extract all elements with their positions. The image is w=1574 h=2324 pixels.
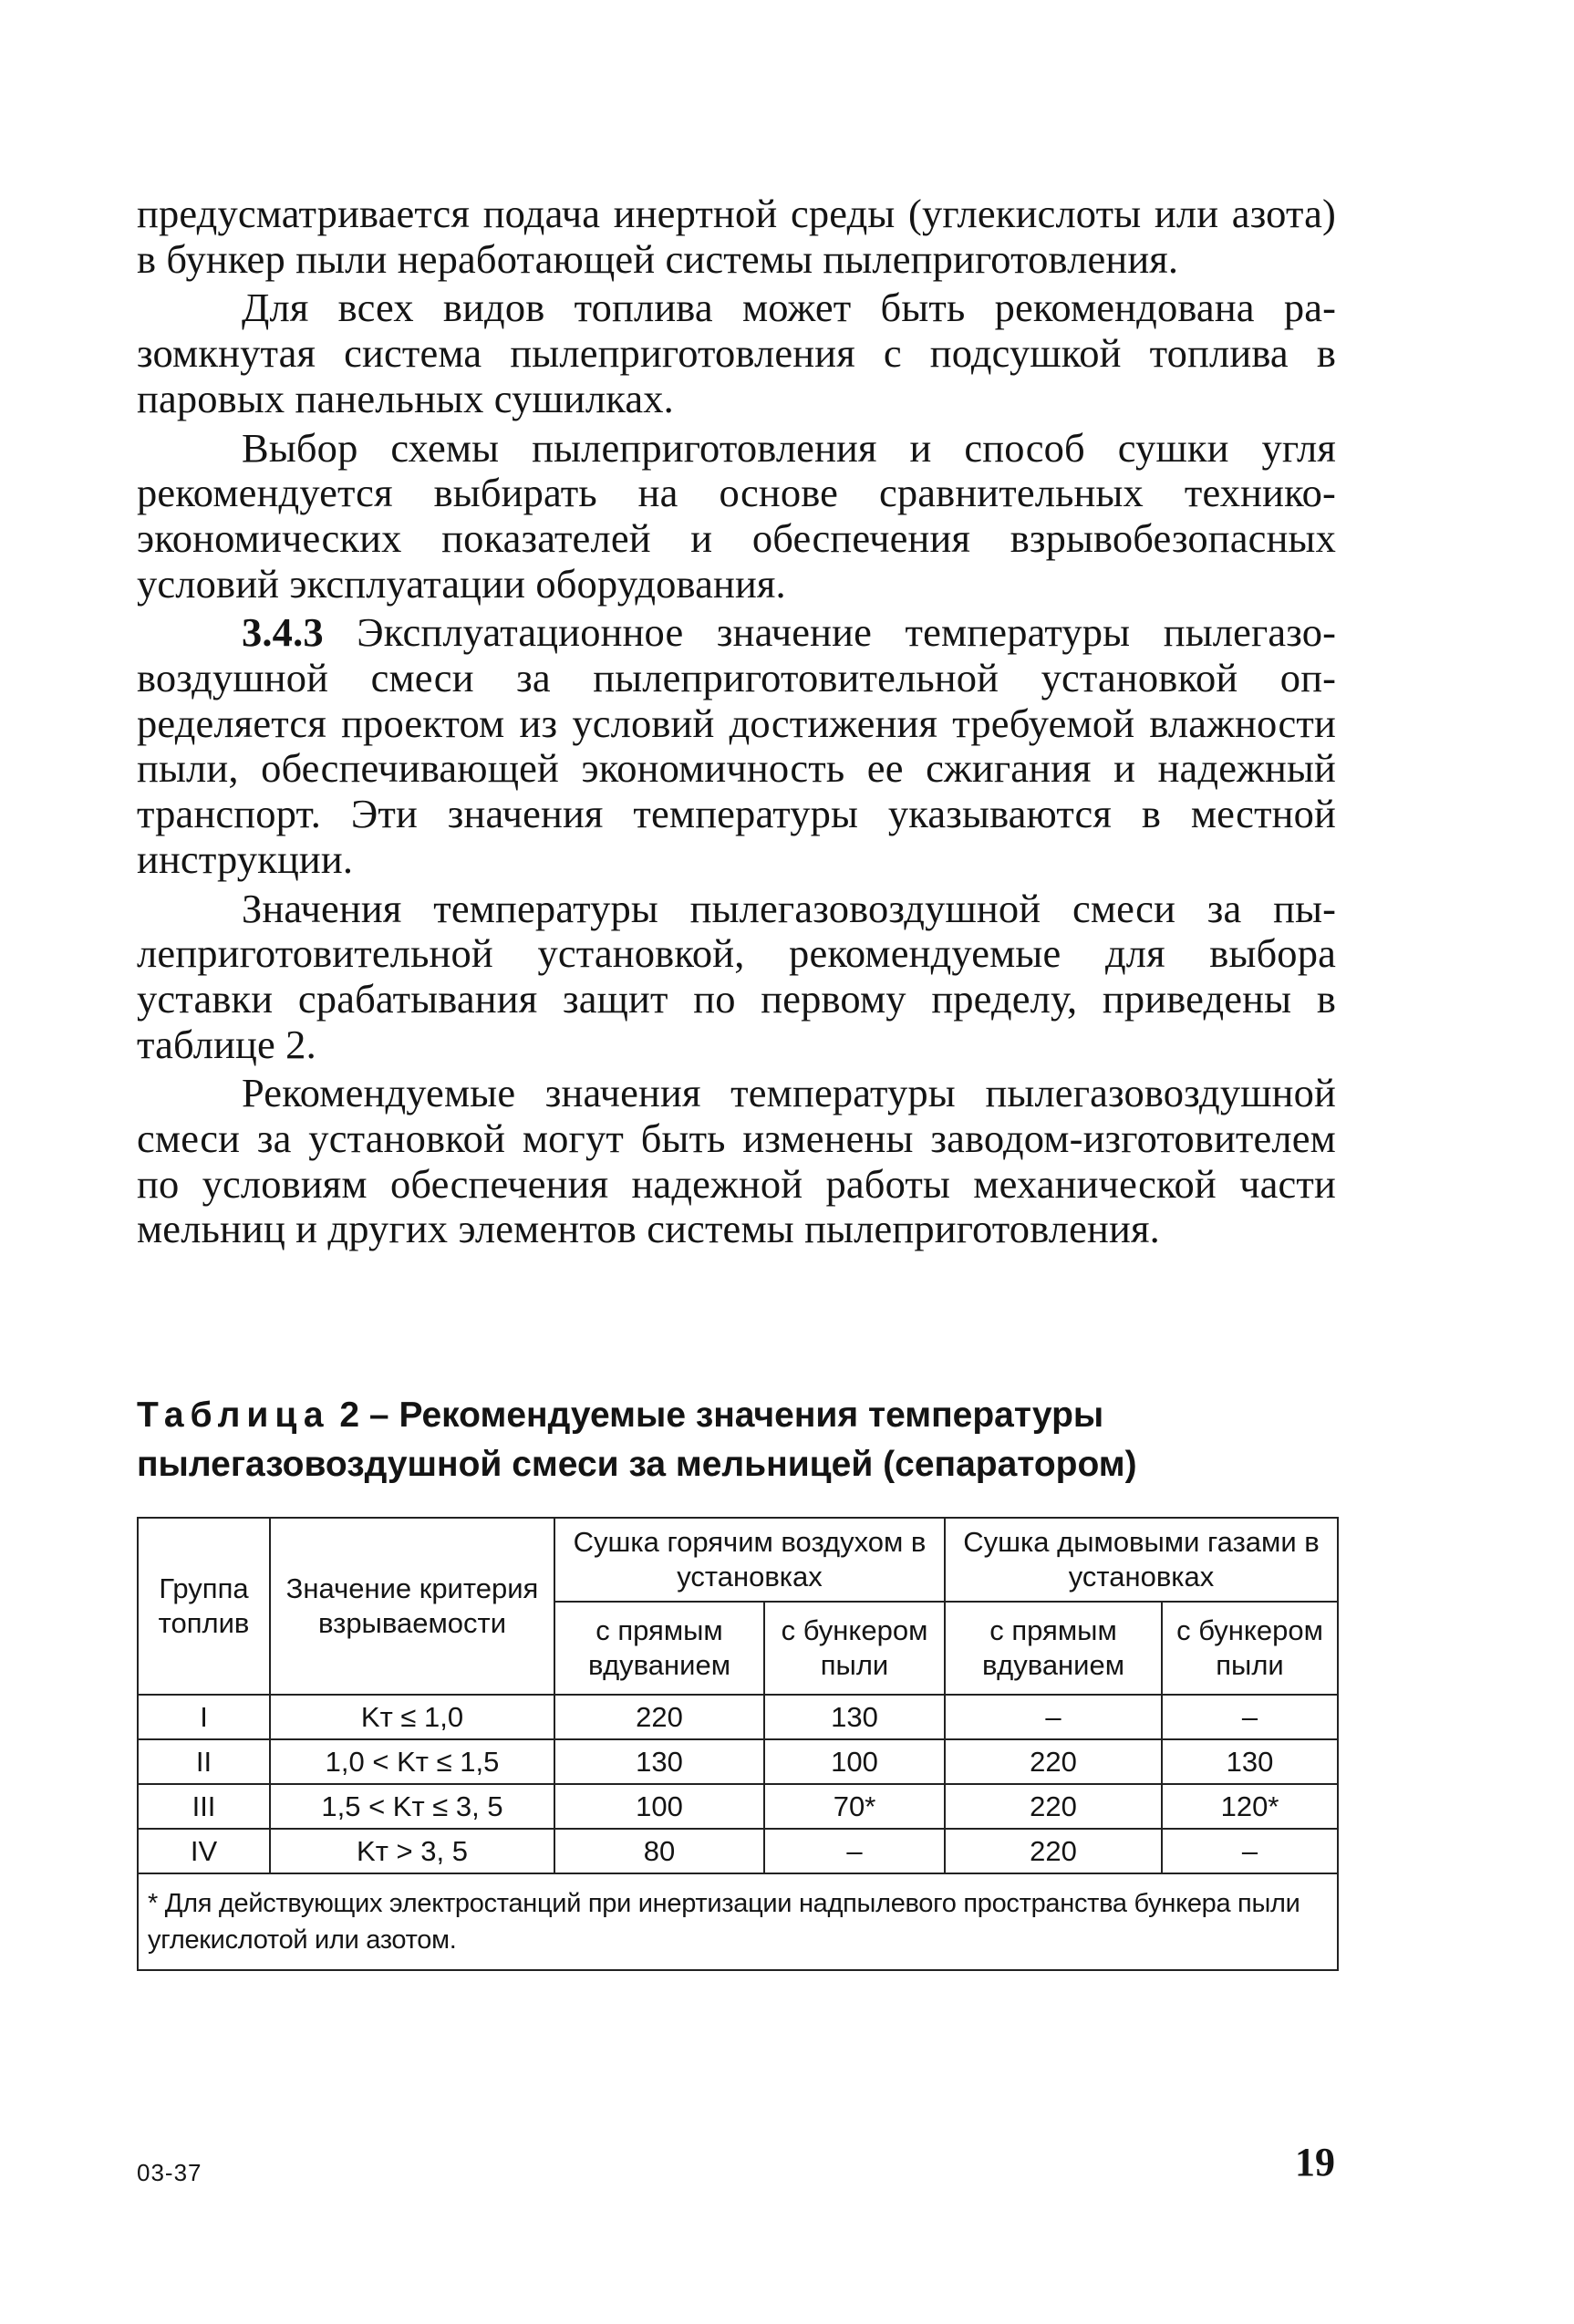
- cell-gas-bunker: 130: [1162, 1739, 1338, 1784]
- paragraph-3-text: Выбор схемы пылеприготовления и способ сушки угля рекомендуется выбирать на основе сравнительных технико-экономических показателей и обеспечения взрывобезопасных условий эксплуатации оборудования.: [137, 424, 1336, 607]
- cell-hot-direct: 100: [554, 1784, 764, 1829]
- header-flue-gas: Сушка дымовыми газами в установках: [945, 1518, 1338, 1602]
- cell-criterion: Kт > 3, 5: [270, 1829, 554, 1873]
- cell-hot-bunker: 100: [764, 1739, 945, 1784]
- table-row: [138, 1829, 1338, 1873]
- table-row: [138, 1739, 1338, 1784]
- table-title-word: Таблица: [137, 1395, 330, 1435]
- paragraph-3: [137, 426, 1336, 607]
- cell-gas-direct: –: [945, 1695, 1162, 1739]
- cell-gas-bunker: 120*: [1162, 1784, 1338, 1829]
- table-header-row-1: [138, 1518, 1338, 1602]
- paragraph-4-text: Эксплуатационное значение температуры пылегазовоздушной смеси за пылеприготовительной установкой определяется проектом из условий достижения требуемой влажности пыли, обеспечивающей экономичность ее сжигания и надежный транспорт. Эти значения температуры указываются в местной инструкции.: [137, 609, 1336, 882]
- section-number: 3.4.3: [242, 609, 324, 656]
- temperature-table: [137, 1517, 1339, 1971]
- cell-gas-bunker: –: [1162, 1829, 1338, 1873]
- table-container: [137, 1517, 1337, 1971]
- cell-hot-bunker: –: [764, 1829, 945, 1873]
- table-title: [137, 1391, 1336, 1489]
- cell-group: III: [138, 1784, 270, 1829]
- paragraph-5: [137, 887, 1336, 1068]
- paragraph-1: [137, 192, 1336, 282]
- table-footnote: * Для действующих электростанций при инертизации надпылевого пространства бункера пыли углекислотой или азотом.: [138, 1873, 1338, 1970]
- cell-gas-direct: 220: [945, 1739, 1162, 1784]
- paragraph-2: [137, 285, 1336, 421]
- table-footnote-row: [138, 1873, 1338, 1970]
- cell-gas-bunker: –: [1162, 1695, 1338, 1739]
- paragraph-4: [137, 610, 1336, 882]
- cell-hot-direct: 80: [554, 1829, 764, 1873]
- paragraph-2-text: Для всех видов топлива может быть рекомендована разомкнутая система пылеприготовления с подсушкой топлива в паровых панельных сушилках.: [137, 285, 1336, 421]
- header-hot-bunker: с бункером пыли: [764, 1602, 945, 1695]
- table-title-text: 2 – Рекомендуемые значения температуры пылегазовоздушной смеси за мельницей (сепаратором): [137, 1395, 1137, 1484]
- document-code: 03-37: [137, 2159, 202, 2186]
- header-hot-direct: с прямым вдуванием: [554, 1602, 764, 1695]
- cell-criterion: 1,5 < Kт ≤ 3, 5: [270, 1784, 554, 1829]
- paragraph-6-text: Рекомендуемые значения температуры пылегазовоздушной смеси за установкой могут быть изменены заводом-изготовителем по условиям обеспечения надежной работы механической части мельниц и других элементов системы пылеприготовления.: [137, 1070, 1336, 1252]
- cell-group: I: [138, 1695, 270, 1739]
- cell-hot-direct: 130: [554, 1739, 764, 1784]
- cell-hot-bunker: 70*: [764, 1784, 945, 1829]
- paragraph-1-text: предусматривается подача инертной среды (углекислоты или азота) в бункер пыли неработающей системы пылеприготовления.: [137, 191, 1336, 282]
- header-gas-bunker: с бункером пыли: [1162, 1602, 1338, 1695]
- cell-group: II: [138, 1739, 270, 1784]
- table-row: [138, 1784, 1338, 1829]
- cell-hot-bunker: 130: [764, 1695, 945, 1739]
- table-row: [138, 1695, 1338, 1739]
- cell-hot-direct: 220: [554, 1695, 764, 1739]
- cell-gas-direct: 220: [945, 1829, 1162, 1873]
- header-gas-direct: с прямым вдуванием: [945, 1602, 1162, 1695]
- cell-group: IV: [138, 1829, 270, 1873]
- page-number: 19: [1295, 2140, 1335, 2184]
- body-text: [137, 192, 1336, 1252]
- cell-criterion: 1,0 < Kт ≤ 1,5: [270, 1739, 554, 1784]
- cell-criterion: Kт ≤ 1,0: [270, 1695, 554, 1739]
- header-criterion: Значение критерия взрываемости: [270, 1518, 554, 1695]
- paragraph-6: [137, 1071, 1336, 1252]
- header-group: Группа топлив: [138, 1518, 270, 1695]
- cell-gas-direct: 220: [945, 1784, 1162, 1829]
- paragraph-5-text: Значения температуры пылегазовоздушной смеси за пылеприготовительной установкой, рекомендуемые для выбора уставки срабатывания защит по первому пределу, приведены в таблице 2.: [137, 885, 1336, 1067]
- header-hot-air: Сушка горячим воздухом в установках: [554, 1518, 945, 1602]
